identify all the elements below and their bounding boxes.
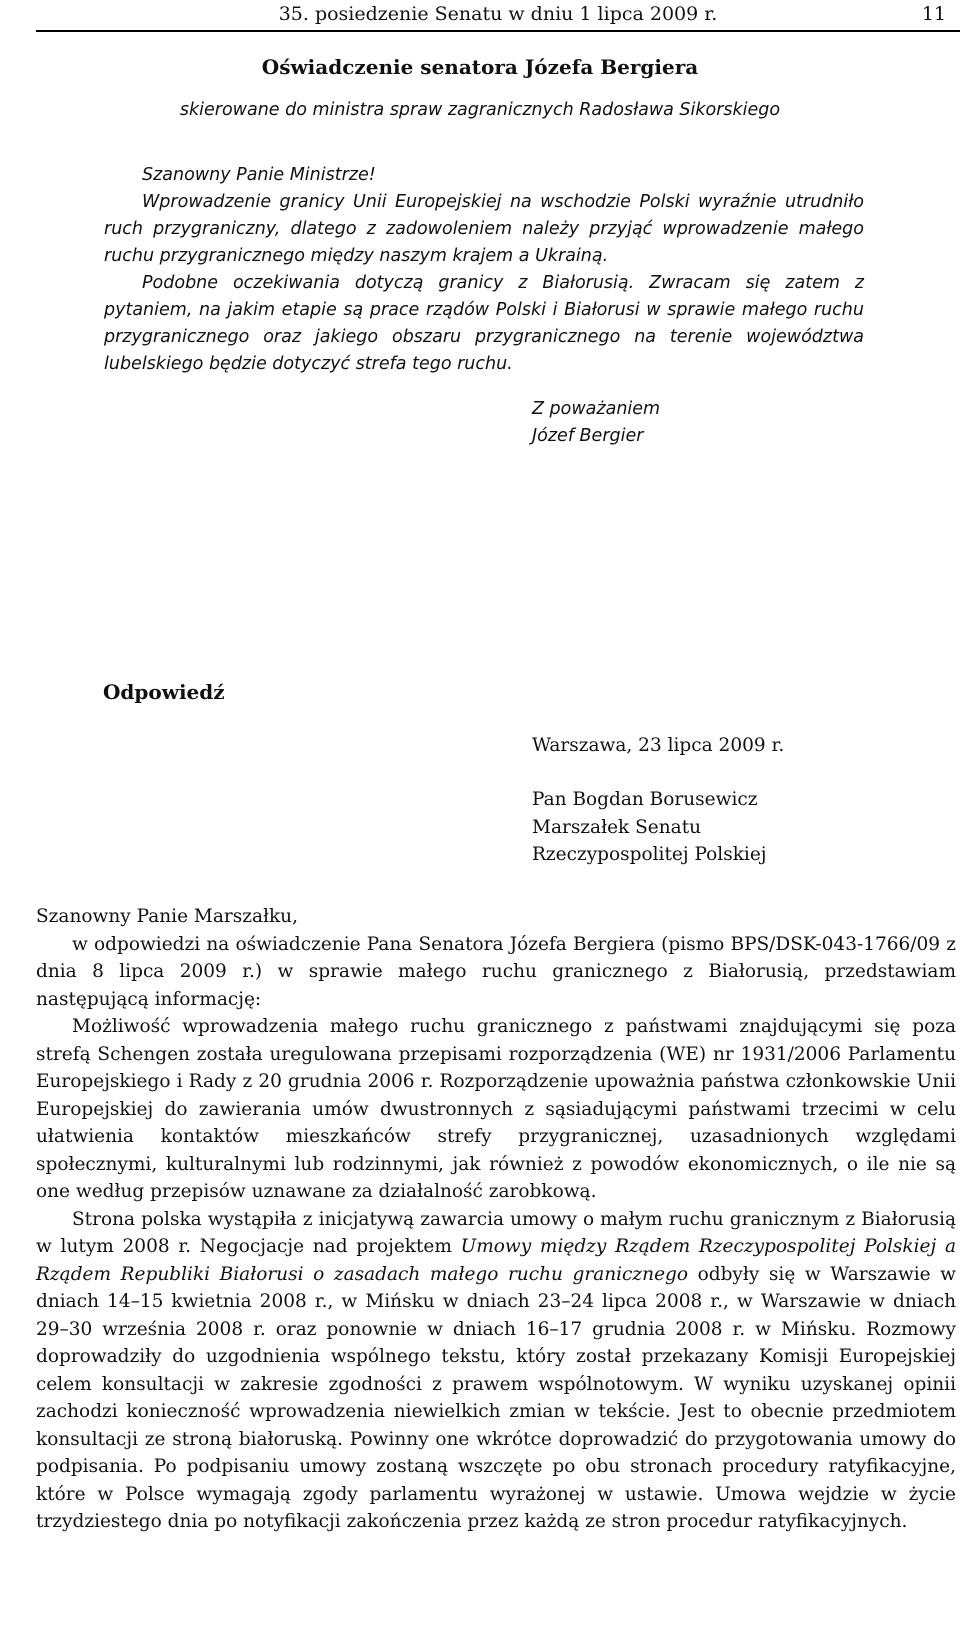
response-addressee xyxy=(532,786,767,869)
response-paragraph: Możliwość wprowadzenia małego ruchu granicznego z państwami znajdującymi się poza strefą Schengen została uregulowana przepisami rozporządzenia (WE) nr 1931/2006 Parlamentu Europejskiego i Rady z 20 grudnia 2006 r. Rozporządzenie upoważnia państwa członkowskie Unii Europejskiej do zawierania umów dwustronnych z sąsiadującymi państwami trzecimi w celu ułatwienia kontaktów mieszkańców strefy przygranicznej, uzasadnionych względami społecznymi, kulturalnymi lub rodzinnymi, jak również z powodów ekonomicznych, o ile nie są one według przepisów uznawane za działalność zarobkową. xyxy=(36,1016,956,1202)
statement-paragraph: Wprowadzenie granicy Unii Europejskiej na wschodzie Polski wyraźnie utrudniło ruch przygraniczny, dlatego z zadowoleniem należy przyjąć wprowadzenie małego ruchu przygranicznego między naszym krajem a Ukrainą. xyxy=(104,192,864,266)
addressee-org: Rzeczypospolitej Polskiej xyxy=(532,844,767,865)
addressee-role: Marszałek Senatu xyxy=(532,816,702,838)
statement-salutation: Szanowny Panie Ministrze! xyxy=(142,165,376,185)
response-place-date: Warszawa, 23 lipca 2009 r. xyxy=(532,735,785,756)
session-title: 35. posiedzenie Senatu w dniu 1 lipca 2009 r. xyxy=(278,3,718,25)
paragraph-text: odbyły się w Warszawie w dniach 14–15 kwietnia 2008 r., w Mińsku w dniach 23–24 lipca 2008 r., w Warszawie w dniach 29–30 września 2008 r. oraz ponownie w dniach 16–17 grudnia 2008 r. w Mińsku. Rozmowy doprowadziły do uzgodnienia wspólnego tekstu, który został przekazany Komisji Europejskiej celem konsultacji w zakresie zgodności z prawem wspólnotowym. W wyniku uzyskanej opinii zachodzi konieczność wprowadzenia niewielkich zmian w tekście. Jest to obecnie przedmiotem konsultacji ze stroną białoruską. Powinny one wkrótce doprowadzić do przygotowania umowy do podpisania. Po podpisaniu umowy zostaną wszczęte po obu stronach procedury ratyfikacyjne, które w Polsce wymagają zgody parlamentu wyrażonej w ustawie. Umowa wejdzie w życie trzydziestego dnia po notyfikacji zakończenia przez każdą ze stron procedur ratyfikacyjnych. xyxy=(36,1263,956,1532)
statement-title: Oświadczenie senatora Józefa Bergiera xyxy=(261,55,699,79)
statement-signature: Józef Bergier xyxy=(532,426,644,446)
statement-closing: Z poważaniem xyxy=(532,399,661,419)
response-salutation: Szanowny Panie Marszałku, xyxy=(36,906,298,927)
paragraph-text: Strona polska wystąpiła z inicjatywą zawarcia umowy o małym ruchu granicznym z Białorusią w lutym 2008 r. Negocjacje nad projektem xyxy=(36,1208,956,1257)
response-body xyxy=(36,903,956,1536)
statement-subtitle: skierowane do ministra spraw zagranicznych Radosława Sikorskiego xyxy=(179,100,781,120)
statement-body xyxy=(104,162,864,378)
page-header xyxy=(36,0,960,32)
statement-paragraph: Podobne oczekiwania dotyczą granicy z Białorusią. Zwracam się zatem z pytaniem, na jakim etapie są prace rządów Polski i Białorusi w sprawie małego ruchu przygranicznego oraz jakiego obszaru przygranicznego na terenie województwa lubelskiego będzie dotyczyć strefa tego ruchu. xyxy=(104,273,864,374)
addressee-name: Pan Bogdan Borusewicz xyxy=(532,789,758,810)
response-paragraph xyxy=(36,1206,956,1536)
page-number: 11 xyxy=(921,3,946,25)
response-heading: Odpowiedź xyxy=(103,680,225,704)
statement-signature-block xyxy=(532,396,660,450)
agreement-title: Umowy między Rządem Rzeczypospolitej Polskiej a Rządem Republiki Białorusi o zasadach małego ruchu granicznego xyxy=(36,1236,956,1285)
response-paragraph: w odpowiedzi na oświadczenie Pana Senatora Józefa Bergiera (pismo BPS/DSK-043-1766/09 z dnia 8 lipca 2009 r.) w sprawie małego ruchu granicznego z Białorusią, przedstawiam następującą informację: xyxy=(36,933,956,1010)
